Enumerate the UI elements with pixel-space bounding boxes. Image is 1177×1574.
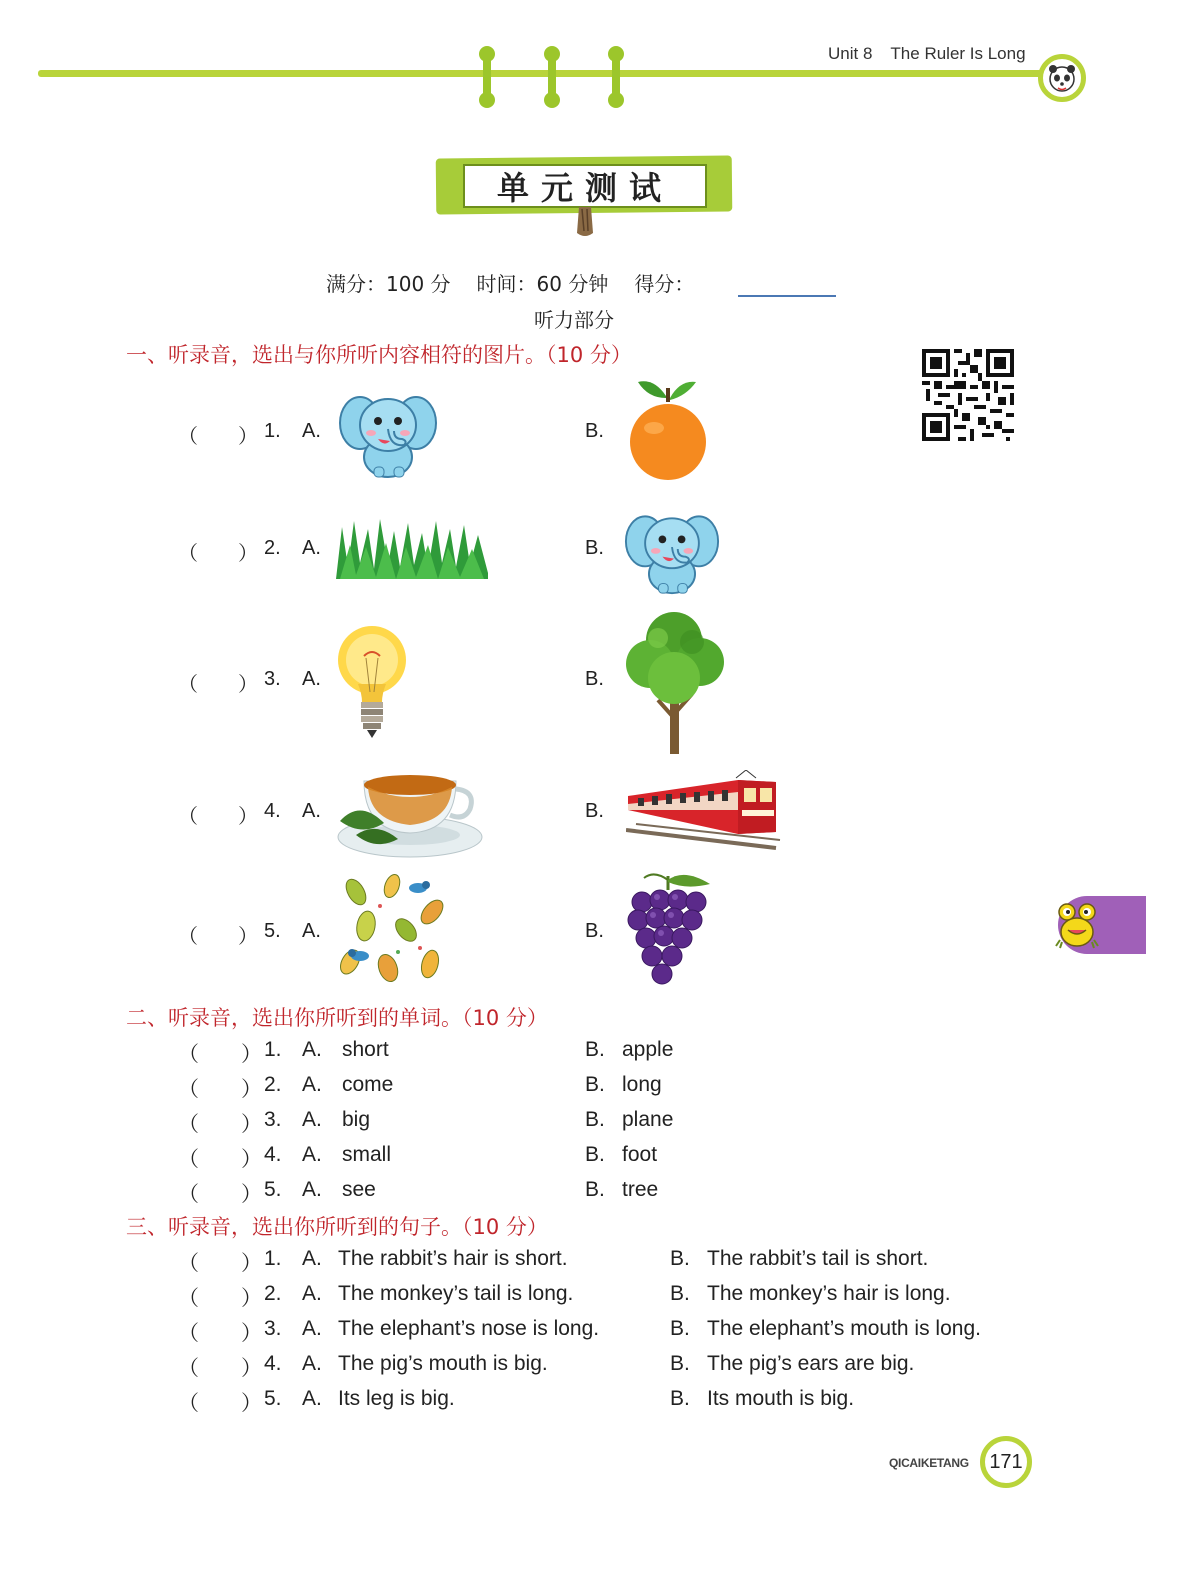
part3-heading: 三、听录音，选出你所听到的句子。（10 分）	[126, 1215, 548, 1239]
part3-item-5	[0, 1387, 1100, 1417]
part2-item-2	[0, 1073, 1100, 1103]
clip-icon	[574, 205, 596, 237]
option-a-label: A.	[302, 800, 321, 822]
item-number: 5.	[264, 1178, 282, 1201]
light-bulb-icon[interactable]	[336, 622, 408, 740]
part2-item-1	[0, 1038, 1100, 1068]
option-a-text: Its leg is big.	[338, 1387, 455, 1410]
answer-paren[interactable]: （ ）	[178, 424, 258, 448]
option-a-label: A.	[302, 1247, 322, 1270]
item-number: 1.	[264, 1038, 282, 1061]
option-a-text: small	[342, 1143, 392, 1166]
option-a-text: big	[342, 1108, 371, 1131]
option-b-text: apple	[622, 1038, 674, 1061]
option-b-label: B.	[670, 1247, 690, 1270]
score-label: 得分：	[634, 272, 695, 296]
tea-cup-icon[interactable]	[336, 765, 484, 861]
item-number: 1.	[264, 420, 281, 442]
item-number: 3.	[264, 1317, 282, 1340]
answer-paren[interactable]: （ ）	[178, 672, 258, 696]
option-a-label: A.	[302, 668, 321, 690]
elephant-icon[interactable]	[624, 500, 720, 598]
option-b-text: The monkey’s hair is long.	[707, 1282, 951, 1305]
grass-icon[interactable]	[336, 517, 488, 579]
binder-peg	[612, 52, 620, 102]
section-header: 听力部分	[534, 308, 614, 332]
grapes-icon[interactable]	[624, 870, 714, 992]
option-a-label: A.	[302, 1352, 322, 1375]
unit-title: The Ruler Is Long	[890, 44, 1026, 63]
orange-icon[interactable]	[626, 374, 710, 488]
option-b-label: B.	[670, 1282, 690, 1305]
item-number: 3.	[264, 1108, 282, 1131]
frog-icon	[1054, 900, 1100, 950]
part1-heading: 一、听录音，选出与你所听内容相符的图片。（10 分）	[126, 343, 632, 367]
part3-item-1	[0, 1247, 1100, 1277]
item-number: 1.	[264, 1247, 282, 1270]
part3-item-3	[0, 1317, 1100, 1347]
option-b-label: B.	[585, 920, 604, 942]
option-a-text: short	[342, 1038, 389, 1061]
unit-label: Unit 8	[828, 44, 873, 63]
option-b-label: B.	[585, 1108, 605, 1131]
unit-header	[828, 44, 1026, 64]
answer-paren[interactable]: （ ）	[178, 1078, 262, 1101]
option-b-text: long	[622, 1073, 662, 1096]
answer-paren[interactable]: （ ）	[178, 1043, 262, 1066]
option-a-label: A.	[302, 1387, 322, 1410]
item-number: 4.	[264, 1143, 282, 1166]
option-b-label: B.	[585, 420, 604, 442]
answer-paren[interactable]: （ ）	[178, 804, 258, 828]
option-b-label: B.	[585, 1178, 605, 1201]
option-a-label: A.	[302, 1317, 322, 1340]
part2-item-4	[0, 1143, 1100, 1173]
part2-item-3	[0, 1108, 1100, 1138]
option-a-label: A.	[302, 1108, 322, 1131]
answer-paren[interactable]: （ ）	[178, 1357, 262, 1380]
option-b-text: The pig’s ears are big.	[707, 1352, 915, 1375]
option-b-text: The rabbit’s tail is short.	[707, 1247, 929, 1270]
part2-heading: 二、听录音，选出你所听到的单词。（10 分）	[126, 1006, 548, 1030]
option-b-label: B.	[585, 800, 604, 822]
title-box	[463, 164, 707, 208]
option-b-text: The elephant’s mouth is long.	[707, 1317, 981, 1340]
option-b-text: tree	[622, 1178, 659, 1201]
option-a-label: A.	[302, 537, 321, 559]
option-a-text: The pig’s mouth is big.	[338, 1352, 548, 1375]
answer-paren[interactable]: （ ）	[178, 1148, 262, 1171]
time-limit: 时间：60 分钟	[476, 272, 609, 296]
item-number: 2.	[264, 1073, 282, 1096]
item-number: 4.	[264, 1352, 282, 1375]
leaves-icon[interactable]	[336, 872, 452, 990]
option-a-label: A.	[302, 1073, 322, 1096]
part2-item-5	[0, 1178, 1100, 1208]
page-title: 单元测试	[496, 169, 673, 207]
option-a-label: A.	[302, 1038, 322, 1061]
option-b-label: B.	[585, 1038, 605, 1061]
item-number: 2.	[264, 1282, 282, 1305]
option-b-text: plane	[622, 1108, 674, 1131]
answer-paren[interactable]: （ ）	[178, 1252, 262, 1275]
score-blank[interactable]	[738, 295, 836, 297]
elephant-icon[interactable]	[338, 381, 438, 481]
option-a-text: see	[342, 1178, 376, 1201]
binder-peg	[483, 52, 491, 102]
option-a-text: come	[342, 1073, 394, 1096]
option-a-label: A.	[302, 1178, 322, 1201]
option-b-label: B.	[585, 1073, 605, 1096]
option-b-label: B.	[670, 1352, 690, 1375]
footer-brand: QICAIKETANG	[889, 1456, 969, 1470]
answer-paren[interactable]: （ ）	[178, 1113, 262, 1136]
option-a-text: The elephant’s nose is long.	[338, 1317, 600, 1340]
option-b-label: B.	[670, 1387, 690, 1410]
part1-item-3	[0, 668, 900, 778]
answer-paren[interactable]: （ ）	[178, 541, 258, 565]
option-b-text: foot	[622, 1143, 658, 1166]
page-number: 171	[980, 1436, 1032, 1488]
score-info	[326, 268, 720, 297]
full-marks: 满分：100 分	[326, 272, 451, 296]
option-a-label: A.	[302, 1143, 322, 1166]
option-b-label: B.	[585, 668, 604, 690]
option-b-text: Its mouth is big.	[707, 1387, 855, 1410]
option-a-text: The monkey’s tail is long.	[338, 1282, 574, 1305]
train-icon[interactable]	[626, 770, 784, 852]
binder-peg	[548, 52, 556, 102]
panda-badge-icon	[1038, 54, 1086, 102]
answer-paren[interactable]: （ ）	[178, 1183, 262, 1206]
item-number: 3.	[264, 668, 281, 690]
option-b-label: B.	[585, 537, 604, 559]
option-a-label: A.	[302, 920, 321, 942]
part1-item-1	[0, 420, 900, 530]
answer-paren[interactable]: （ ）	[178, 1322, 262, 1345]
option-a-label: A.	[302, 420, 321, 442]
answer-paren[interactable]: （ ）	[178, 1287, 262, 1310]
option-a-text: The rabbit’s hair is short.	[338, 1247, 568, 1270]
item-number: 4.	[264, 800, 281, 822]
answer-paren[interactable]: （ ）	[178, 1392, 262, 1415]
item-number: 5.	[264, 920, 281, 942]
part3-item-2	[0, 1282, 1100, 1312]
part3-item-4	[0, 1352, 1100, 1382]
answer-paren[interactable]: （ ）	[178, 924, 258, 948]
tree-icon[interactable]	[622, 608, 728, 754]
option-a-label: A.	[302, 1282, 322, 1305]
option-b-label: B.	[670, 1317, 690, 1340]
option-b-label: B.	[585, 1143, 605, 1166]
item-number: 5.	[264, 1387, 282, 1410]
header-rule	[38, 70, 1048, 77]
item-number: 2.	[264, 537, 281, 559]
qr-code-icon[interactable]	[922, 349, 1014, 441]
